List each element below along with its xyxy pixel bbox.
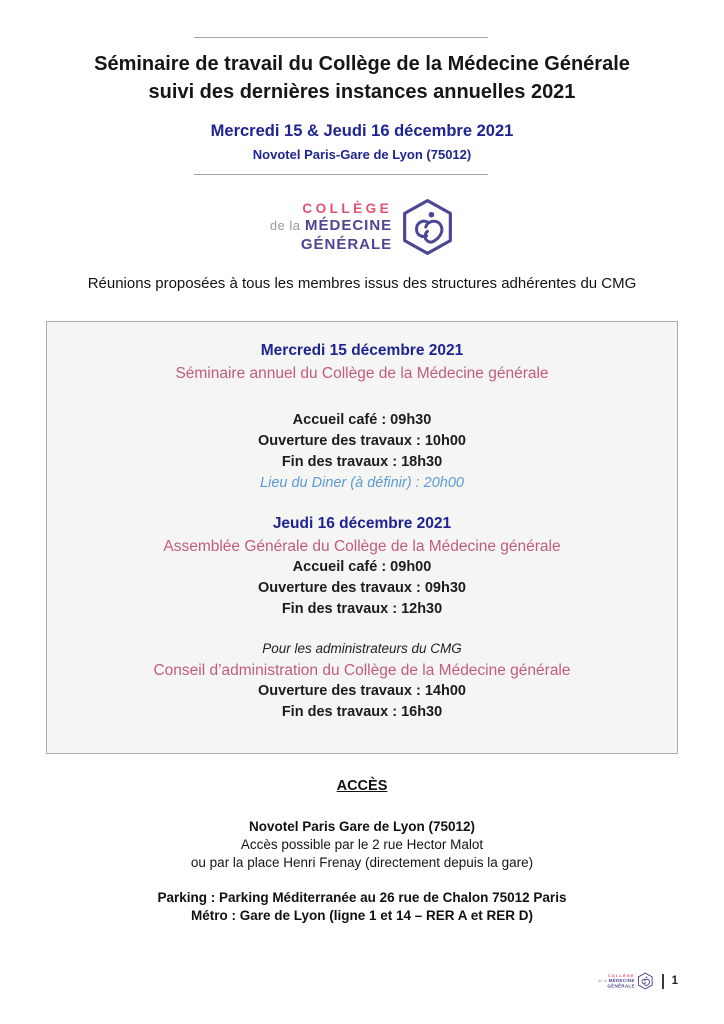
- schedule-line: Fin des travaux : 16h30: [281, 704, 443, 720]
- session-schedule: [59, 410, 665, 473]
- footer-divider: [662, 974, 664, 989]
- logo-lockup: [270, 198, 454, 256]
- hexagon-medical-emblem-icon: [401, 198, 454, 256]
- page-number: 1: [671, 975, 678, 987]
- footer-logo-lockup: [598, 972, 653, 989]
- session-subtitle: Assemblée Générale du Collège de la Médecine générale: [163, 538, 561, 555]
- logo-dela-label: de la: [598, 978, 608, 983]
- logo-generale-label: GÉNÉRALE: [300, 235, 393, 253]
- schedule-line: Ouverture des travaux : 09h30: [258, 580, 466, 596]
- metro-info: Métro : Gare de Lyon (ligne 1 et 14 – RER A et RER D): [190, 908, 534, 923]
- logo-college-label: COLLÈGE: [302, 200, 393, 216]
- logo-college-label: COLLÈGE: [608, 973, 635, 978]
- footer-logo: [588, 968, 654, 994]
- parking-info: Parking : Parking Méditerranée au 26 rue de Chalon 75012 Paris: [157, 890, 567, 905]
- page-title: [30, 50, 694, 106]
- footer-logo-text: [598, 973, 635, 989]
- access-line1: Accès possible par le 2 rue Hector Malot: [240, 837, 484, 852]
- schedule-line: Fin des travaux : 18h30: [281, 454, 443, 470]
- access-heading: ACCÈS: [336, 778, 388, 794]
- session-subtitle: Conseil d’administration du Collège de la Médecine générale: [153, 662, 571, 679]
- schedule-line: Accueil café : 09h00: [292, 559, 432, 575]
- event-dates: Mercredi 15 & Jeudi 16 décembre 2021: [210, 122, 514, 140]
- page-footer: [588, 968, 678, 994]
- session-wednesday: [59, 340, 665, 494]
- event-venue: Novotel Paris-Gare de Lyon (75012): [252, 147, 472, 162]
- logo-medecine-label: MÉDECINE: [608, 977, 635, 984]
- schedule-line: Ouverture des travaux : 10h00: [258, 433, 466, 449]
- session-thursday: [59, 513, 665, 620]
- session-subtitle: Séminaire annuel du Collège de la Médecine générale: [175, 365, 549, 382]
- session-date: Mercredi 15 décembre 2021: [260, 342, 464, 359]
- logo-dela-label: de la: [269, 217, 301, 233]
- session-schedule: [59, 557, 665, 620]
- logo-text: [270, 201, 392, 253]
- logo-generale-label: GÉNÉRALE: [607, 983, 635, 989]
- schedule-line: Ouverture des travaux : 14h00: [258, 683, 466, 699]
- session-schedule: [59, 681, 665, 723]
- access-line2: ou par la place Henri Frenay (directement depuis la gare): [190, 855, 534, 870]
- session-date: Jeudi 16 décembre 2021: [272, 515, 452, 532]
- schedule-line: Accueil café : 09h30: [292, 412, 432, 428]
- page-title-line2: suivi des dernières instances annuelles 2021: [148, 81, 576, 103]
- header-divider-line: [194, 174, 488, 175]
- logo-line2: [270, 217, 392, 236]
- schedule-line: Fin des travaux : 12h30: [281, 601, 443, 617]
- dinner-note: Lieu du Diner (à définir) : 20h00: [260, 475, 464, 491]
- transport-info: [0, 889, 724, 925]
- page-title-line1: Séminaire de travail du Collège de la Médecine Générale: [94, 53, 630, 75]
- access-venue: Novotel Paris Gare de Lyon (75012): [248, 819, 476, 834]
- organization-logo: [0, 198, 724, 256]
- schedule-box: [46, 321, 678, 754]
- session-board: [59, 640, 665, 723]
- hexagon-medical-emblem-icon: [638, 972, 654, 989]
- session-audience-note: Pour les administrateurs du CMG: [262, 641, 462, 656]
- intro-text: Réunions proposées à tous les membres issus des structures adhérentes du CMG: [87, 275, 637, 292]
- top-divider-line: [194, 37, 488, 38]
- logo-medecine-label: MÉDECINE: [304, 216, 393, 234]
